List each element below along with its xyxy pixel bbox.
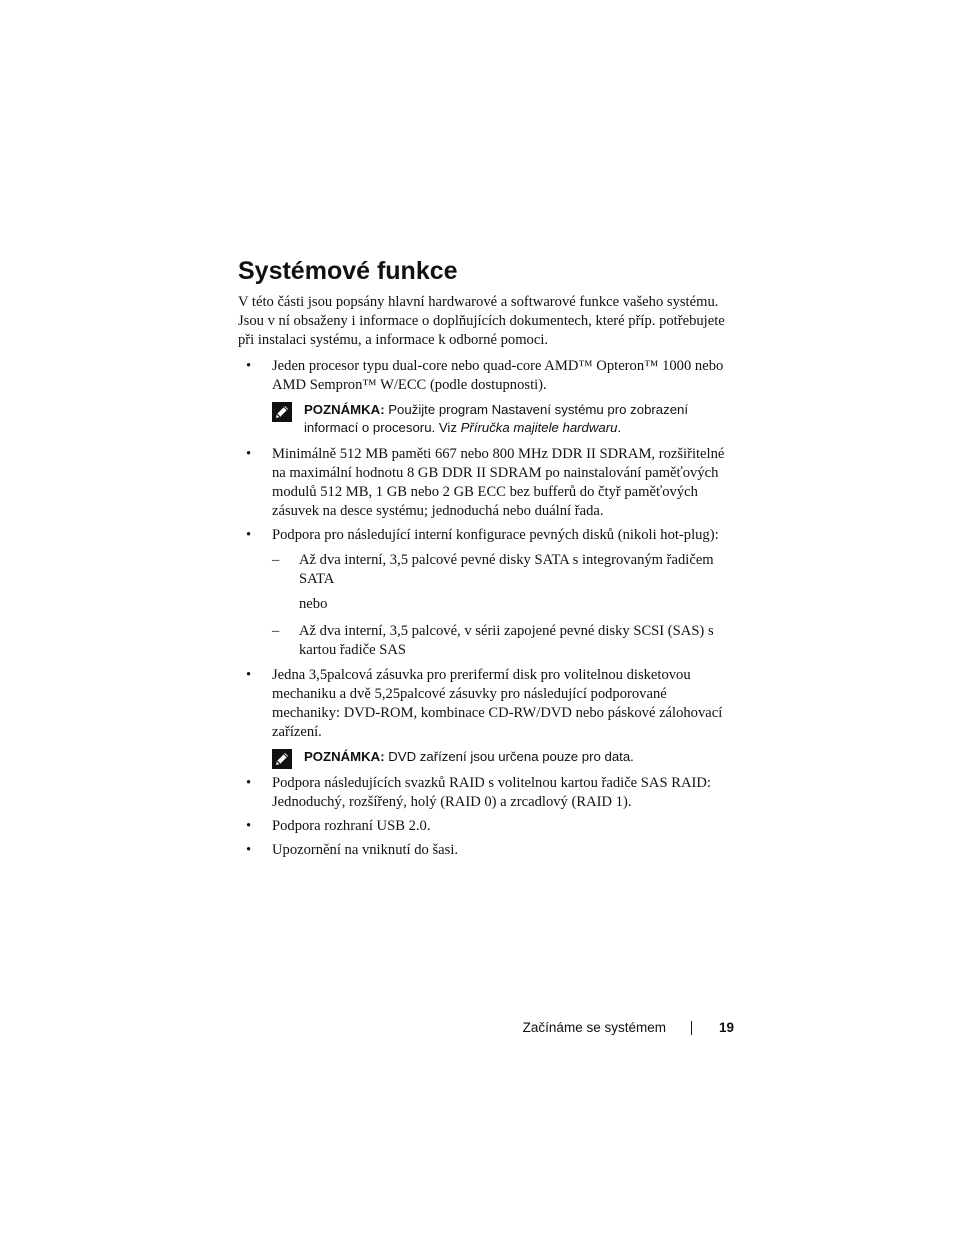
page-footer (523, 1018, 734, 1038)
list-item (238, 357, 738, 437)
or-separator: nebo (299, 596, 328, 612)
note-pencil-icon (272, 749, 292, 769)
footer-section-title: Začínáme se systémem (522, 1020, 666, 1035)
page-number: 19 (718, 1020, 734, 1035)
page-content (238, 293, 738, 865)
dash-mark: – (272, 623, 280, 639)
sub-list-item-text: Až dva interní, 3,5 palcové, v sérii zapojené pevné disky SCSI (SAS) s kartou řadiče SAS (299, 623, 714, 658)
bullet-mark: • (246, 446, 252, 462)
note-box (272, 748, 738, 766)
footer-divider (691, 1021, 692, 1035)
note-label: POZNÁMKA: (304, 749, 385, 764)
intro-paragraph: V této části jsou popsány hlavní hardwarové a softwarové funkce vašeho systému. Jsou v ní obsaženy i informace o doplňujících dokumentech, které příp. potřebujete při instalaci systému, a informace k odborné pomoci. (238, 294, 725, 348)
note-text: Použijte program Nastavení systému pro zobrazení informací o procesoru. Viz (304, 402, 689, 435)
list-item (238, 445, 738, 521)
bullet-mark: • (246, 358, 252, 374)
note-text: DVD zařízení jsou určena pouze pro data. (388, 749, 634, 764)
note-label: POZNÁMKA: (304, 402, 385, 417)
note-pencil-icon (272, 402, 292, 422)
note-end: . (617, 420, 622, 435)
list-item-text: Minimálně 512 MB paměti 667 nebo 800 MHz DDR II SDRAM, rozšiřitelné na maximální hodnotu 8 GB DDR II SDRAM po nainstalování paměťových modulů 512 MB, 1 GB nebo 2 GB ECC bez bufferů do čtyř paměťových zásuvek na desce systému; jednoduchá nebo duální řada. (272, 446, 725, 519)
list-item-text: Jeden procesor typu dual-core nebo quad-core AMD™ Opteron™ 1000 nebo AMD Sempron™ W/ECC (podle dostupnosti). (272, 358, 724, 393)
list-item-text: Jedna 3,5palcová zásuvka pro prerifermí disk pro volitelnou disketovou mechaniku a dvě 5,25palcové zásuvky pro následující podporované mechaniky: DVD-ROM, kombinace CD-RW/DVD nebo páskové zálohovací zařízení. (272, 667, 723, 740)
note-reference: Příručka majitele hardwaru (460, 420, 618, 435)
dash-mark: – (272, 552, 280, 568)
list-item (238, 666, 738, 766)
sub-list-item-text: Až dva interní, 3,5 palcové pevné disky SATA s integrovaným řadičem SATA (299, 552, 714, 587)
list-item (238, 526, 738, 660)
list-item (238, 817, 738, 836)
list-item-text: Podpora následujících svazků RAID s volitelnou kartou řadiče SAS RAID: Jednoduchý, rozšířený, holý (RAID 0) a zrcadlový (RAID 1). (272, 775, 711, 810)
bullet-mark: • (246, 527, 252, 543)
page-title: Systémové funkce (238, 257, 458, 285)
bullet-mark: • (246, 775, 252, 791)
sub-list-item (272, 622, 738, 660)
list-item-text: Upozornění na vniknutí do šasi. (272, 842, 459, 858)
list-item (238, 841, 738, 860)
bullet-mark: • (246, 842, 252, 858)
bullet-mark: • (246, 667, 252, 683)
list-item (238, 774, 738, 812)
bullet-mark: • (246, 818, 252, 834)
sub-list-item (272, 551, 738, 589)
list-item-text: Podpora rozhraní USB 2.0. (272, 818, 431, 834)
list-item-text: Podpora pro následující interní konfigurace pevných disků (nikoli hot-plug): (272, 527, 719, 543)
note-box (272, 401, 738, 437)
